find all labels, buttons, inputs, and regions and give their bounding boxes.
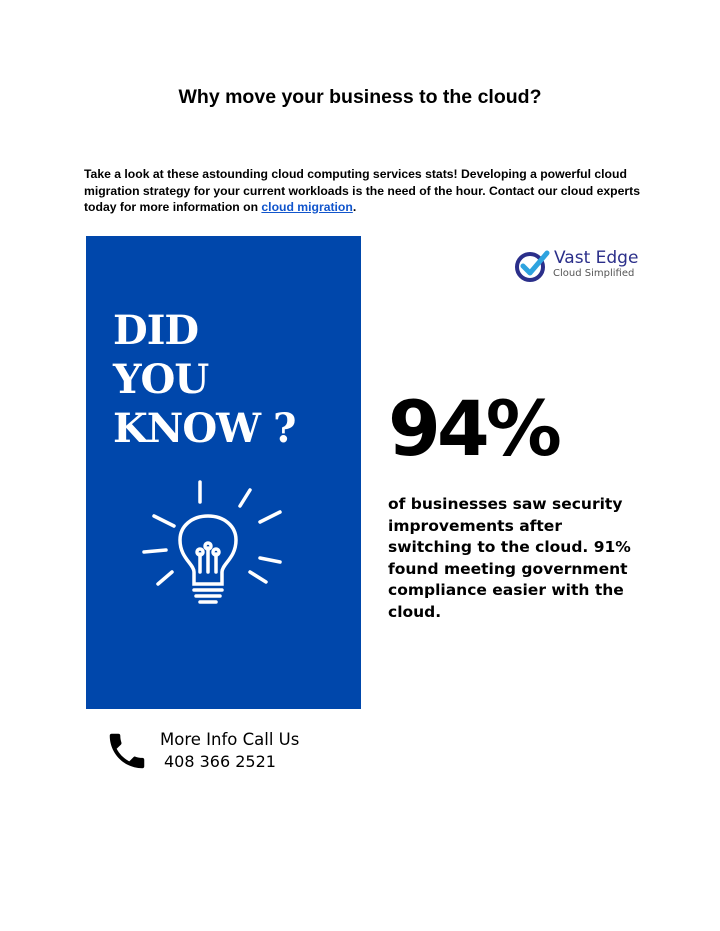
did-you-know-heading bbox=[113, 306, 295, 453]
contact-label: More Info Call Us bbox=[160, 730, 300, 749]
phone-icon bbox=[104, 728, 150, 774]
did-you-know-panel bbox=[86, 236, 361, 709]
check-logo-icon bbox=[514, 250, 550, 284]
intro-end: . bbox=[352, 200, 357, 214]
headline-line-3: KNOW ? bbox=[113, 405, 296, 452]
contact-block bbox=[100, 724, 360, 780]
logo-name: Vast Edge bbox=[554, 248, 639, 268]
page-title: Why move your business to the cloud? bbox=[178, 86, 542, 108]
logo-tagline: Cloud Simplified bbox=[553, 268, 635, 279]
phone-number[interactable]: 408 366 2521 bbox=[164, 752, 276, 771]
headline-line-2: YOU bbox=[113, 356, 209, 403]
stat-value: 94% bbox=[388, 384, 558, 473]
vast-edge-logo bbox=[514, 248, 649, 284]
infographic bbox=[86, 236, 646, 710]
lightbulb-icon bbox=[138, 476, 288, 616]
intro-text: Take a look at these astounding cloud computing services stats! Developing a powerful cloud migration strategy for your current workloads is the need of the hour. Contact our cloud experts today for more information on bbox=[84, 167, 640, 214]
headline-line-1: DID bbox=[113, 307, 199, 354]
stat-description: of businesses saw security improvements after switching to the cloud. 91% found meeting government compliance easier with the cloud. bbox=[388, 495, 631, 621]
cloud-migration-link[interactable]: cloud migration bbox=[261, 200, 353, 214]
intro-paragraph bbox=[84, 166, 644, 216]
